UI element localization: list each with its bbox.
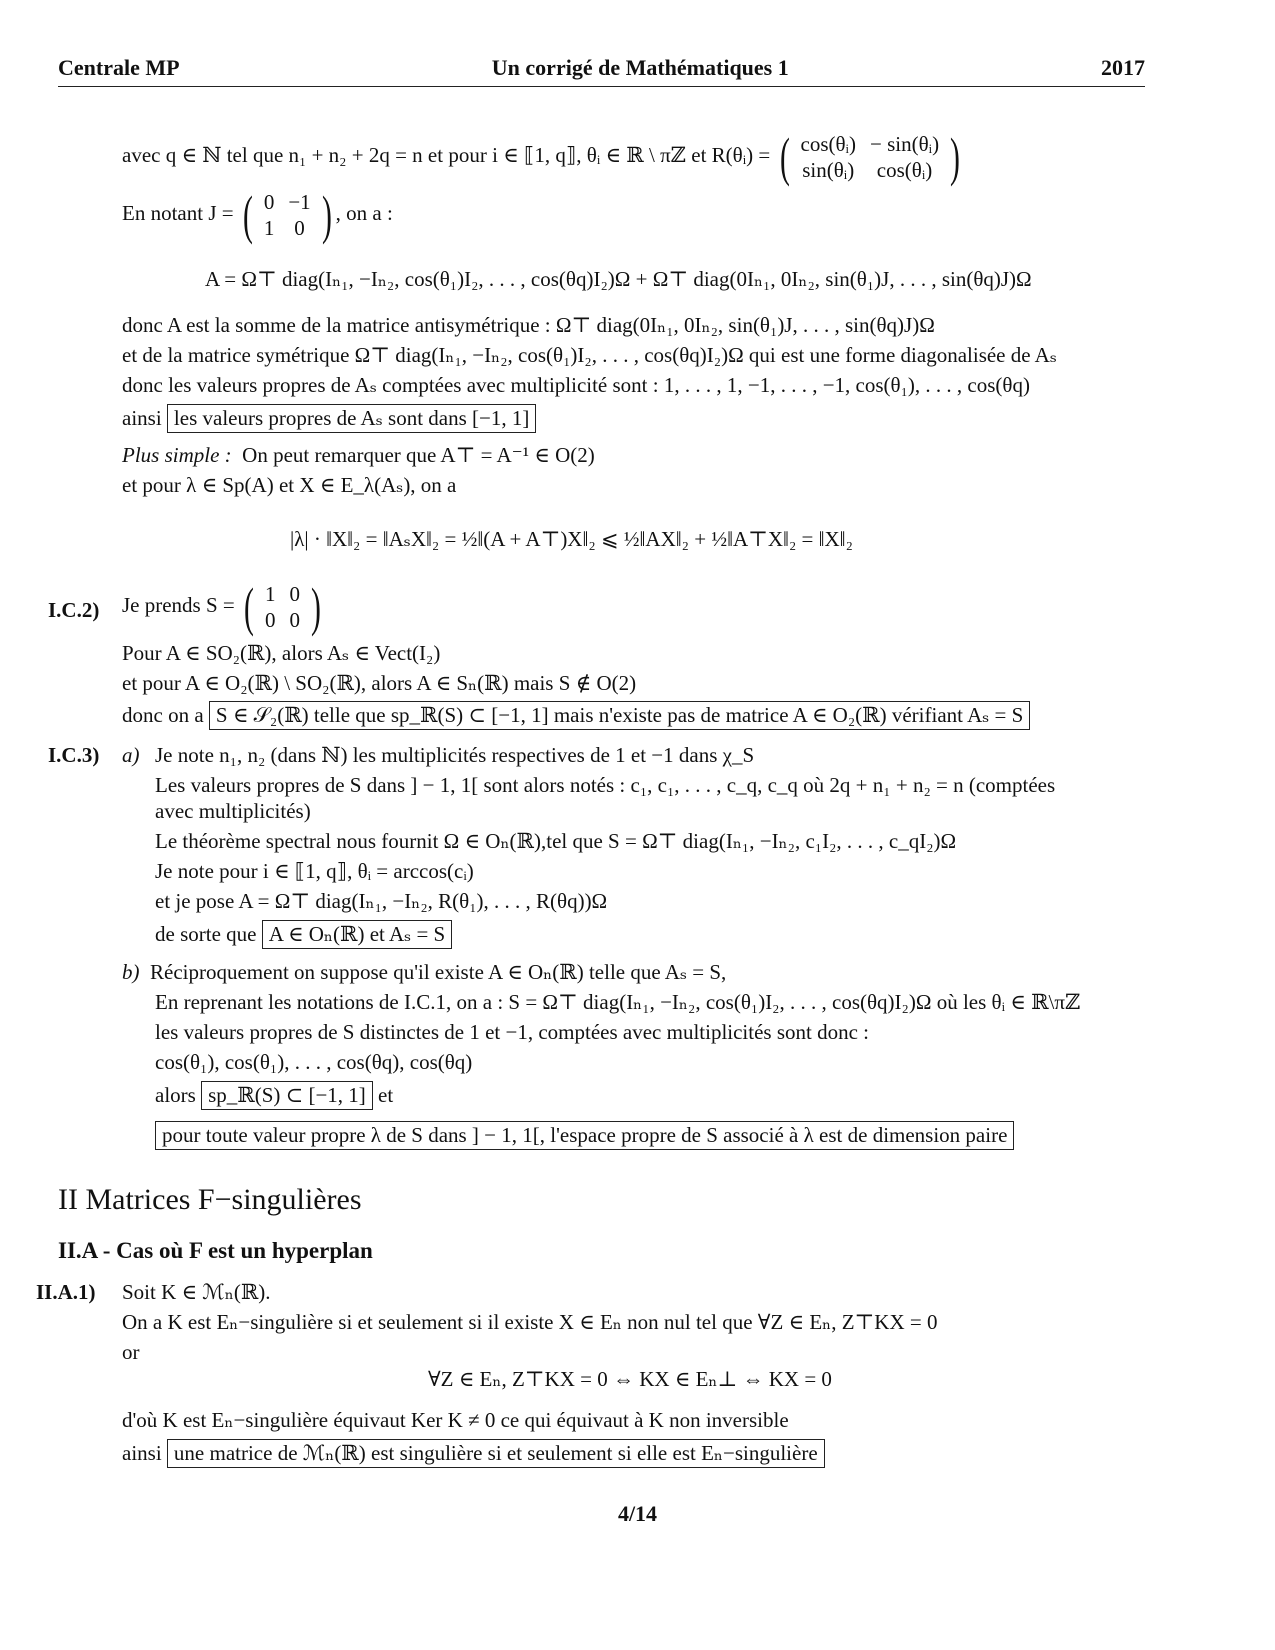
page-number: 4/14 xyxy=(617,1501,658,1526)
iia1-line4: d'où K est Eₙ−singulière équivaut Ker K ≠ 0 ce qui équivaut à K non inversible xyxy=(122,1408,789,1432)
result-box-vp: les valeurs propres de Aₛ sont dans [−1, 1] xyxy=(167,404,536,433)
section-title: II Matrices F−singulières xyxy=(58,1183,362,1216)
ic3-final-line xyxy=(155,1120,1014,1150)
header-right: 2017 xyxy=(1100,55,1145,80)
result-box-ic3b-final: pour toute valeur propre λ de S dans ] − 1, 1[, l'espace propre de S associé à λ est de dimension paire xyxy=(155,1121,1014,1150)
ic3-a-line2: Les valeurs propres de S dans ] − 1, 1[ sont alors notés : c₁, c₁, . . . , c_q, c_q où 2q + n₁ + n₂ = n (comptées xyxy=(155,773,1056,797)
plus-simple-line: Plus simple : On peut remarquer que A⊤ = A⁻¹ ∈ O(2) xyxy=(122,443,595,467)
iia1-line1: Soit K ∈ ℳₙ(ℝ). xyxy=(122,1280,271,1304)
iia1-line3: or xyxy=(122,1340,140,1364)
ic2-donc-line: donc on a S ∈ 𝒮₂(ℝ) telle que sp_ℝ(S) ⊂ [−1, 1] mais n'existe pas de matrice A ∈ O₂(ℝ) vérifiant Aₛ = S xyxy=(122,700,1030,730)
je-prends-line: Je prends S = ( 1 0 0 0 ) xyxy=(122,580,325,634)
result-box-ic3a: A ∈ Oₙ(ℝ) et Aₛ = S xyxy=(262,920,453,949)
label-iia1: II.A.1) xyxy=(36,1280,96,1304)
ic3-a-line4: Le théorème spectral nous fournit Ω ∈ Oₙ(ℝ),tel que S = Ω⊤ diag(Iₙ₁, −Iₙ₂, c₁I₂, . . . , c_qI₂)Ω xyxy=(155,829,957,853)
et-sym-line: et de la matrice symétrique Ω⊤ diag(Iₙ₁, −Iₙ₂, cos(θ₁)I₂, . . . , cos(θq)I₂)Ω qui est une forme diagonalisée de Aₛ xyxy=(122,343,1057,367)
J-matrix: ( 0 −1 1 0 ) xyxy=(242,185,332,245)
equation-norm: |λ| · ‖X‖₂ = ‖AₛX‖₂ = ½‖(A + A⊤)X‖₂ ⩽ ½‖AX‖₂ + ½‖A⊤X‖₂ = ‖X‖₂ xyxy=(290,527,853,551)
ic3-b-line2: En reprenant les notations de I.C.1, on a : S = Ω⊤ diag(Iₙ₁, −Iₙ₂, cos(θ₁)I₂, . . . , cos(θq)I₂)Ω où les θᵢ ∈ ℝ\πℤ xyxy=(155,990,1081,1014)
en-notant-line: En notant J = ( 0 −1 1 0 ) , on a : xyxy=(122,185,393,245)
et-pour-line: et pour λ ∈ Sp(A) et X ∈ E_λ(Aₛ), on a xyxy=(122,473,457,497)
label-ic3: I.C.3) xyxy=(48,743,100,767)
header-left: Centrale MP xyxy=(58,55,180,80)
subsection-title: II.A - Cas où F est un hyperplan xyxy=(58,1238,373,1263)
ic3-alors-line: alors sp_ℝ(S) ⊂ [−1, 1] et xyxy=(155,1080,393,1110)
S-matrix: ( 1 0 0 0 ) xyxy=(244,577,321,637)
ic3-a-line1: Je note n₁, n₂ (dans ℕ) les multiplicités respectives de 1 et −1 dans χ_S xyxy=(155,743,755,767)
donc-vp-line: donc les valeurs propres de Aₛ comptées avec multiplicité sont : 1, . . . , 1, −1, . . . , −1, cos(θ₁), . . . , cos(θq) xyxy=(122,373,1030,397)
result-box-ic3b-sp: sp_ℝ(S) ⊂ [−1, 1] xyxy=(201,1081,373,1110)
iia1-line2: On a K est Eₙ−singulière si et seulement si il existe X ∈ Eₙ non nul tel que ∀Z ∈ Eₙ, Z⊤KX = 0 xyxy=(122,1310,938,1334)
ic3-a-line3: avec multiplicités) xyxy=(155,799,311,823)
donc-antisym-line: donc A est la somme de la matrice antisymétrique : Ω⊤ diag(0Iₙ₁, 0Iₙ₂, sin(θ₁)J, . . . , sin(θq)J)Ω xyxy=(122,313,935,337)
ic3-b-line1: Réciproquement on suppose qu'il existe A ∈ Oₙ(ℝ) telle que Aₛ = S, xyxy=(150,960,727,984)
avec-line: avec q ∈ ℕ tel que n₁ + n₂ + 2q = n et pour i ∈ ⟦1, q⟧, θᵢ ∈ ℝ \ πℤ et R(θᵢ) = ( cos(θᵢ) − sin(θᵢ) sin(θᵢ) cos(θᵢ) ) xyxy=(122,130,964,184)
ainsi-line-1: ainsi les valeurs propres de Aₛ sont dans [−1, 1] xyxy=(122,403,536,433)
result-box-ic2: S ∈ 𝒮₂(ℝ) telle que sp_ℝ(S) ⊂ [−1, 1] mais n'existe pas de matrice A ∈ O₂(ℝ) vérifiant Aₛ = S xyxy=(209,701,1030,730)
ic2-line1: Pour A ∈ SO₂(ℝ), alors Aₛ ∈ Vect(I₂) xyxy=(122,641,441,665)
R-matrix: ( cos(θᵢ) − sin(θᵢ) sin(θᵢ) cos(θᵢ) ) xyxy=(779,127,961,187)
item-a: a) xyxy=(122,743,140,767)
ic3-a-line5: Je note pour i ∈ ⟦1, q⟧, θᵢ = arccos(cᵢ) xyxy=(155,859,474,883)
item-b: b) xyxy=(122,960,140,984)
ic3-a-line6: et je pose A = Ω⊤ diag(Iₙ₁, −Iₙ₂, R(θ₁), . . . , R(θq))Ω xyxy=(155,889,608,913)
ic3-sorte-line: de sorte que A ∈ Oₙ(ℝ) et Aₛ = S xyxy=(155,919,452,949)
equation-A: A = Ω⊤ diag(Iₙ₁, −Iₙ₂, cos(θ₁)I₂, . . . , cos(θq)I₂)Ω + Ω⊤ diag(0Iₙ₁, 0Iₙ₂, sin(θ₁)J, . . . , sin(θq)J)Ω xyxy=(205,267,1032,291)
iia1-ainsi-line: ainsi une matrice de ℳₙ(ℝ) est singulière si et seulement si elle est Eₙ−singulière xyxy=(122,1438,825,1468)
header-center: Un corrigé de Mathématiques 1 xyxy=(491,55,789,80)
iia1-equation: ∀Z ∈ Eₙ, Z⊤KX = 0 ⇔ KX ∈ Eₙ⊥ ⇔ KX = 0 xyxy=(428,1367,832,1391)
result-box-iia1: une matrice de ℳₙ(ℝ) est singulière si et seulement si elle est Eₙ−singulière xyxy=(167,1439,825,1468)
ic3-b-line3: les valeurs propres de S distinctes de 1 et −1, comptées avec multiplicités sont donc : xyxy=(155,1020,870,1044)
ic2-line2: et pour A ∈ O₂(ℝ) \ SO₂(ℝ), alors A ∈ Sₙ(ℝ) mais S ∉ O(2) xyxy=(122,671,637,695)
label-ic2: I.C.2) xyxy=(48,598,100,622)
ic3-b-line4: cos(θ₁), cos(θ₁), . . . , cos(θq), cos(θq) xyxy=(155,1050,473,1074)
page-header xyxy=(58,52,1145,87)
